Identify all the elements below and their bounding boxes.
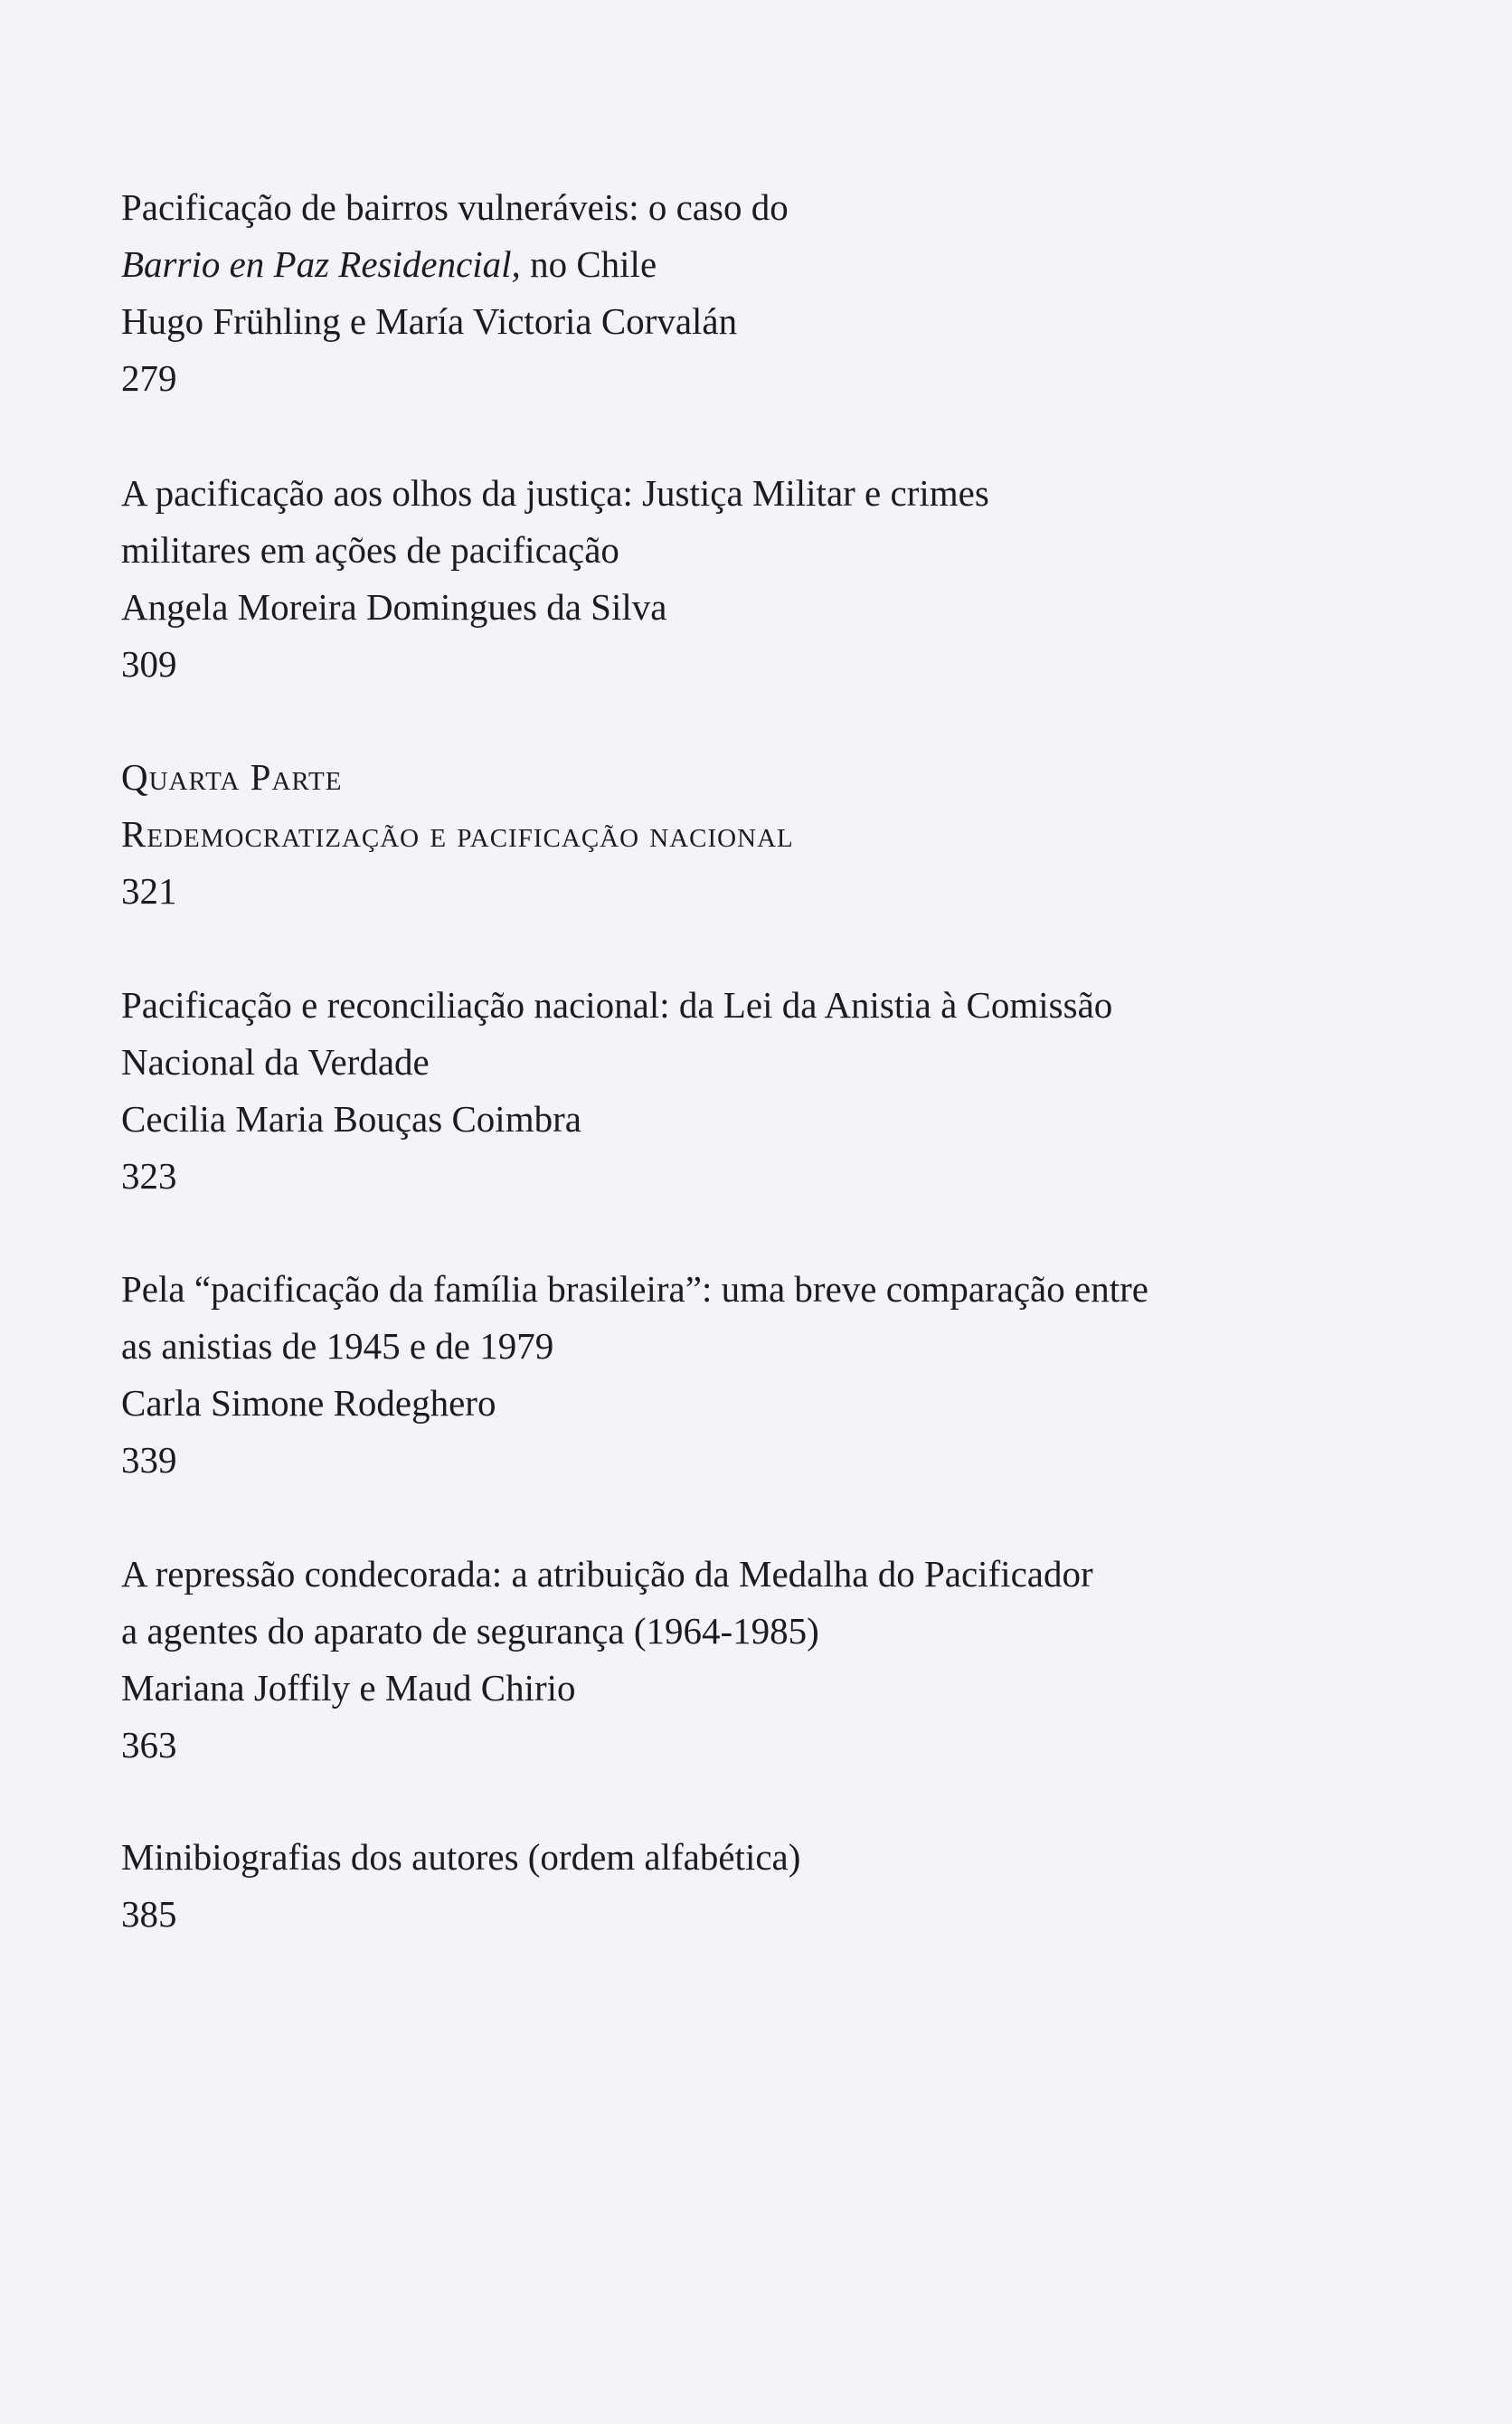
- entry-title-rest: no Chile: [520, 243, 657, 285]
- entry-title-continued: a agentes do aparato de segurança (1964-1985): [121, 1610, 819, 1652]
- entry-authors: Angela Moreira Domingues da Silva: [121, 586, 667, 628]
- entry-title-continued: [121, 236, 1333, 293]
- entry-page-number: 339: [121, 1439, 177, 1481]
- part-page-number: 321: [121, 870, 177, 912]
- entry-page-number: 385: [121, 1893, 177, 1935]
- part-title: Redemocratização e pacificação nacional: [121, 813, 794, 855]
- toc-entry-justica-militar: [0, 465, 1512, 693]
- entry-title: Minibiografias dos autores (ordem alfabética): [121, 1836, 801, 1878]
- entry-title: Pela “pacificação da família brasileira”: uma breve comparação entre: [121, 1268, 1148, 1310]
- entry-title: Pacificação e reconciliação nacional: da Lei da Anistia à Comissão: [121, 984, 1113, 1026]
- toc-entry-anistias: [0, 1261, 1512, 1489]
- entry-page-number: 279: [121, 357, 177, 399]
- entry-title-continued: militares em ações de pacificação: [121, 529, 619, 571]
- entry-authors: Carla Simone Rodeghero: [121, 1382, 496, 1424]
- toc-entry-minibiografias: [0, 1829, 1512, 1943]
- toc-entry-medalha-pacificador: [0, 1546, 1512, 1774]
- entry-title: A pacificação aos olhos da justiça: Justiça Militar e crimes: [121, 472, 989, 514]
- entry-authors: Hugo Frühling e María Victoria Corvalán: [121, 300, 738, 342]
- entry-title-italic: Barrio en Paz Residencial,: [121, 243, 521, 285]
- entry-title-continued: as anistias de 1945 e de 1979: [121, 1325, 554, 1367]
- entry-page-number: 309: [121, 643, 177, 685]
- toc-entry-reconciliacao: [0, 977, 1512, 1205]
- entry-authors: Mariana Joffily e Maud Chirio: [121, 1667, 576, 1709]
- entry-title-continued: Nacional da Verdade: [121, 1041, 430, 1083]
- entry-page-number: 323: [121, 1155, 177, 1197]
- part-label: Quarta Parte: [121, 756, 343, 798]
- toc-part-heading: [0, 749, 1512, 920]
- toc-entry-barrio-en-paz: [0, 179, 1512, 407]
- entry-page-number: 363: [121, 1724, 177, 1766]
- entry-title: Pacificação de bairros vulneráveis: o caso do: [121, 186, 789, 228]
- entry-title: A repressão condecorada: a atribuição da Medalha do Pacificador: [121, 1553, 1093, 1595]
- entry-authors: Cecilia Maria Bouças Coimbra: [121, 1098, 581, 1140]
